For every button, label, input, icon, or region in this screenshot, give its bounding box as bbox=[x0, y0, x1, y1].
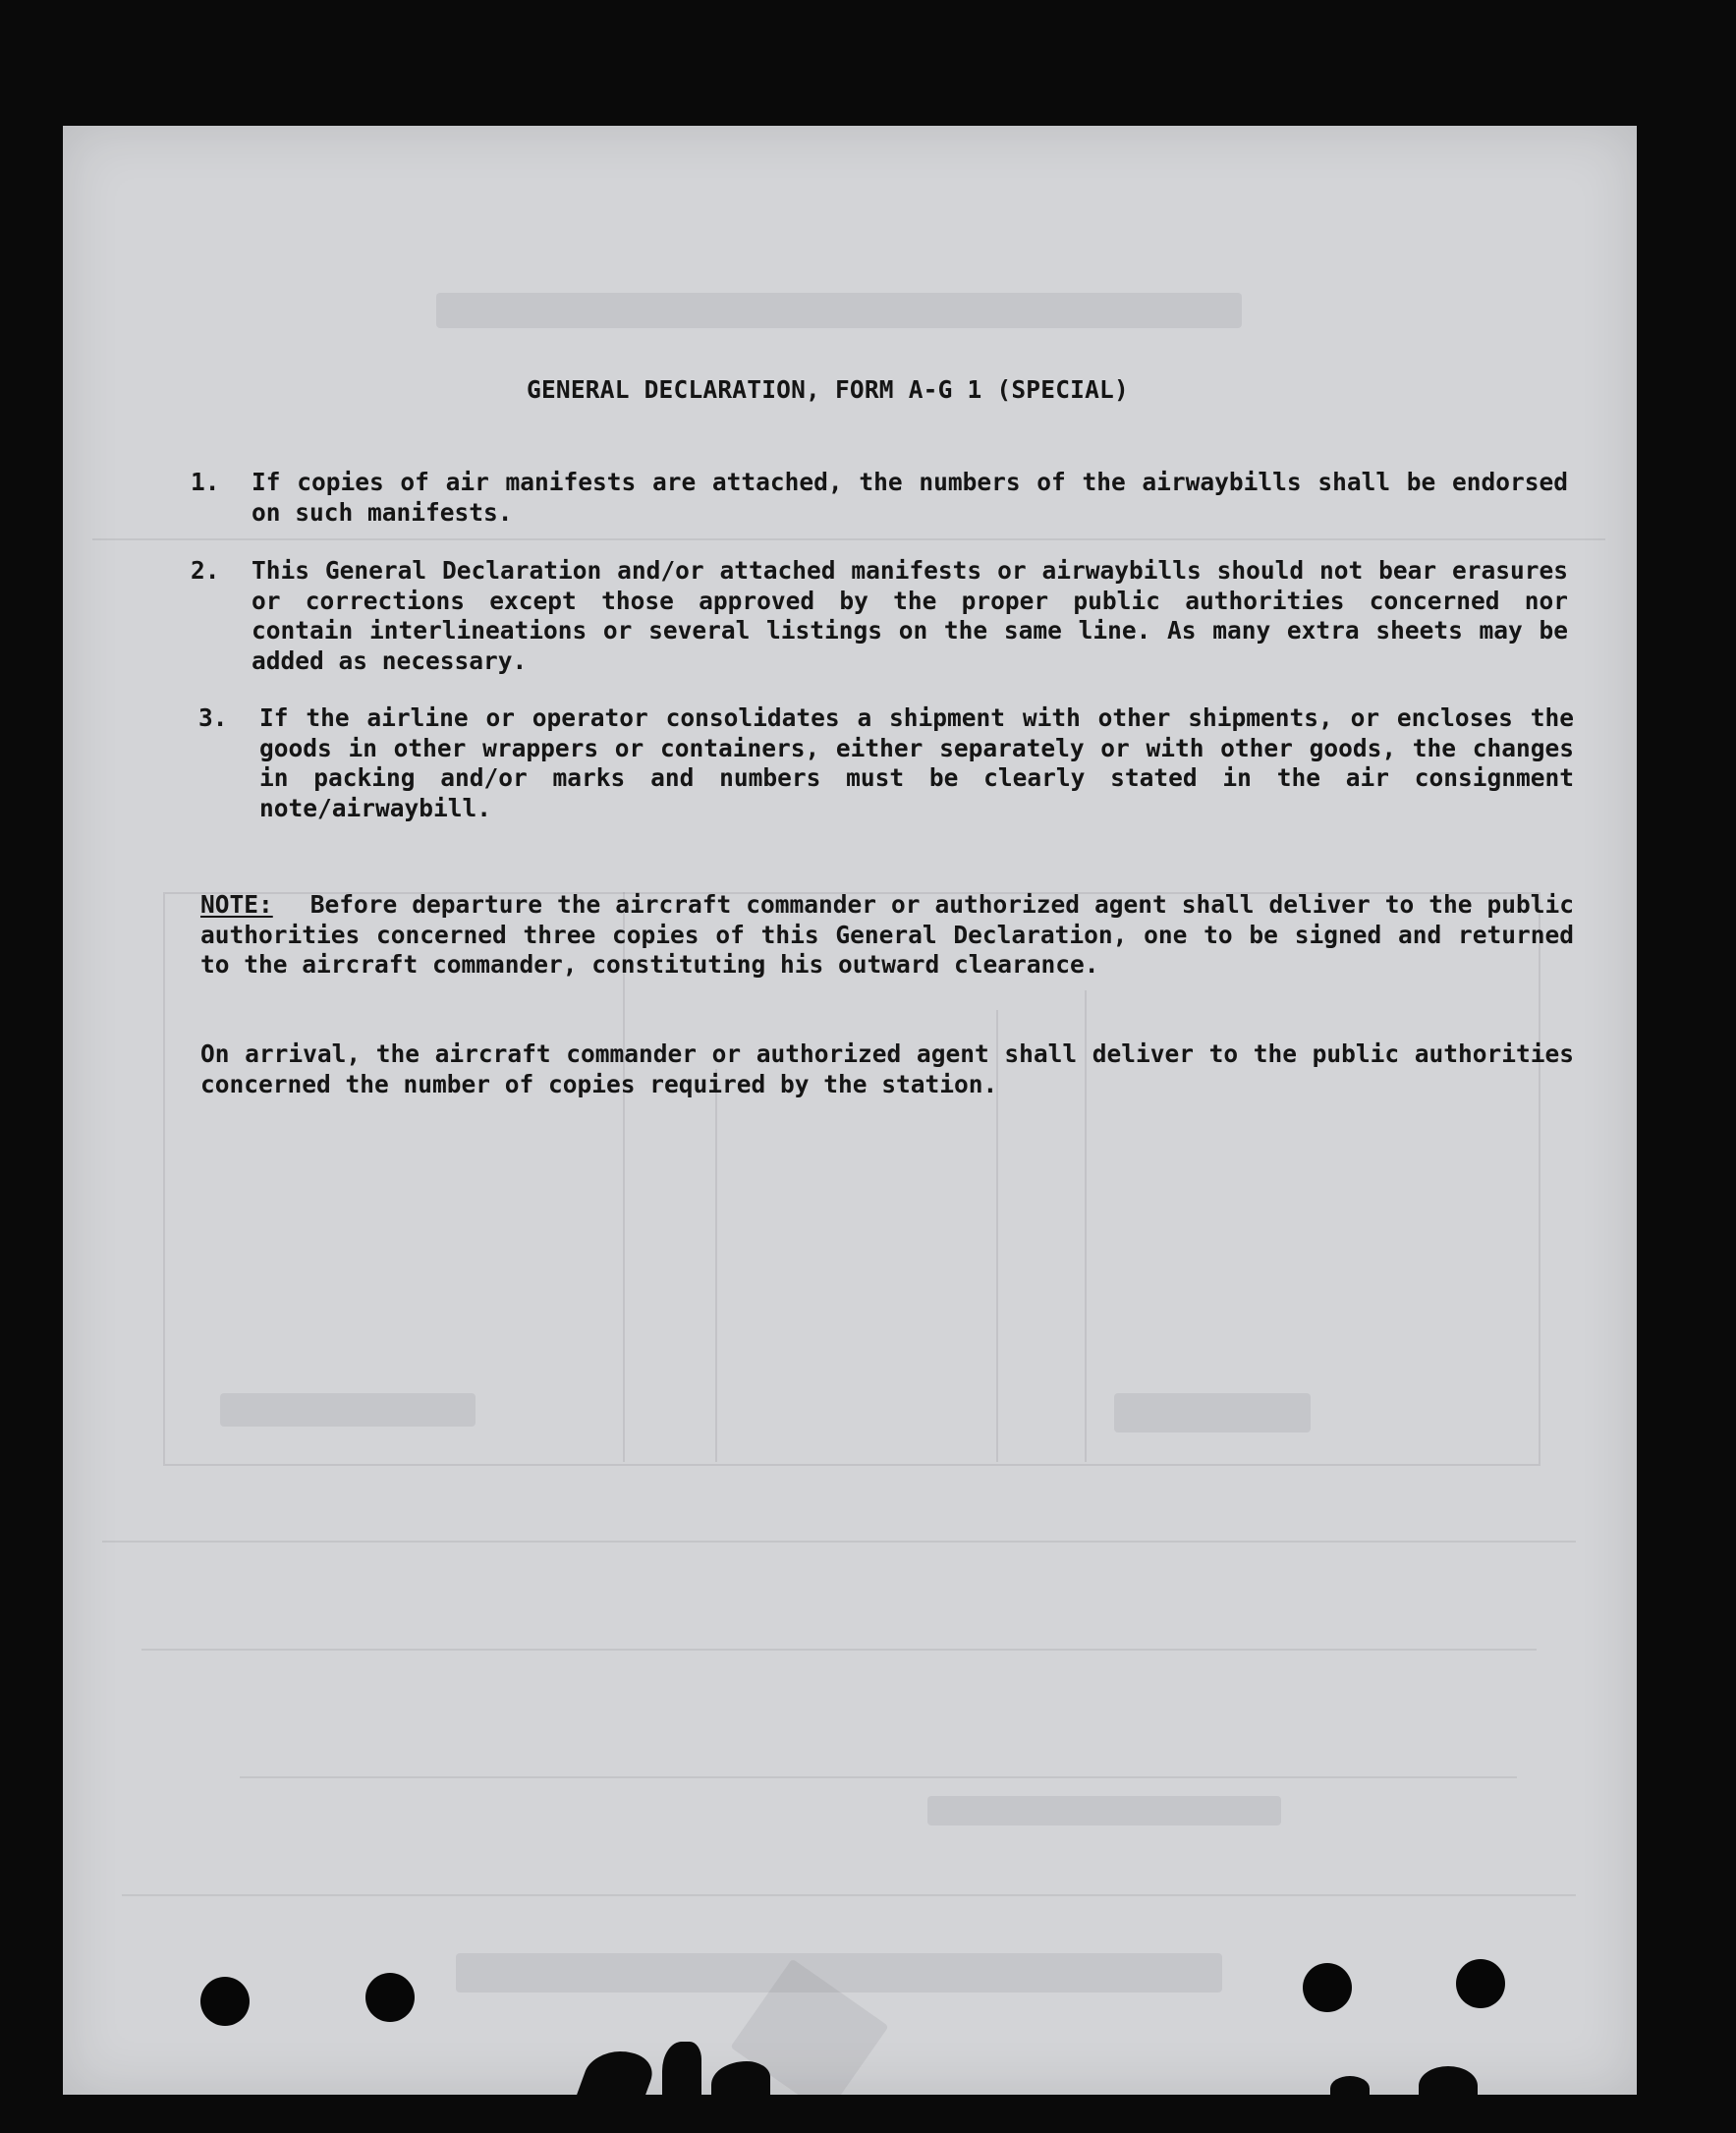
torn-edge bbox=[711, 2061, 770, 2095]
bleed-through-text bbox=[927, 1796, 1281, 1825]
bleed-through-column bbox=[715, 1069, 717, 1462]
bleed-through-line bbox=[102, 1541, 1576, 1543]
punch-hole bbox=[200, 1977, 250, 2026]
document-title: GENERAL DECLARATION, FORM A-G 1 (SPECIAL) bbox=[527, 375, 1129, 404]
item-number: 1. bbox=[191, 468, 220, 496]
bleed-through-text bbox=[220, 1393, 476, 1427]
torn-edge bbox=[1419, 2066, 1478, 2095]
item-text: If the airline or operator consolidates a shipment with other shipments, or encloses the goods in other wrappers or containers, either separately or with other goods, the changes in packing and/or marks and numbers must be clearly stated in the air consignment note/airwaybill. bbox=[259, 703, 1574, 822]
bleed-through-text bbox=[456, 1953, 1222, 1993]
note-paragraph bbox=[200, 890, 1574, 981]
torn-edge bbox=[575, 2051, 661, 2095]
arrival-paragraph: On arrival, the aircraft commander or authorized agent shall deliver to the public authorities concerned the number of copies required by the station. bbox=[200, 1039, 1574, 1098]
torn-edge bbox=[1330, 2076, 1370, 2095]
item-number: 2. bbox=[191, 556, 220, 585]
punch-hole bbox=[1456, 1959, 1505, 2008]
punch-hole bbox=[365, 1973, 415, 2022]
torn-edge bbox=[662, 2042, 701, 2095]
document-page bbox=[63, 126, 1637, 2095]
bleed-through-line bbox=[92, 538, 1605, 540]
bleed-through-text bbox=[1114, 1393, 1311, 1432]
bleed-through-line bbox=[122, 1894, 1576, 1896]
item-number: 3. bbox=[198, 703, 228, 732]
item-text: If copies of air manifests are attached, the numbers of the airwaybills shall be endorsed on such manifests. bbox=[252, 468, 1568, 527]
note-text: Before departure the aircraft commander or authorized agent shall deliver to the public authorities concerned three copies of this General Declaration, one to be signed and returned to the aircraft commander, constituting his outward clearance. bbox=[200, 890, 1574, 979]
bleed-through-line bbox=[141, 1649, 1537, 1651]
punch-hole bbox=[1303, 1963, 1352, 2012]
note-label: NOTE: bbox=[200, 890, 273, 919]
bleed-through-heading bbox=[436, 293, 1242, 328]
item-text: This General Declaration and/or attached manifests or airwaybills should not bear erasures or corrections except those approved by the proper public authorities concerned nor contain interlineations or several listings on the same line. As many extra sheets may be added as necessary. bbox=[252, 556, 1568, 675]
bleed-through-line bbox=[240, 1776, 1517, 1778]
